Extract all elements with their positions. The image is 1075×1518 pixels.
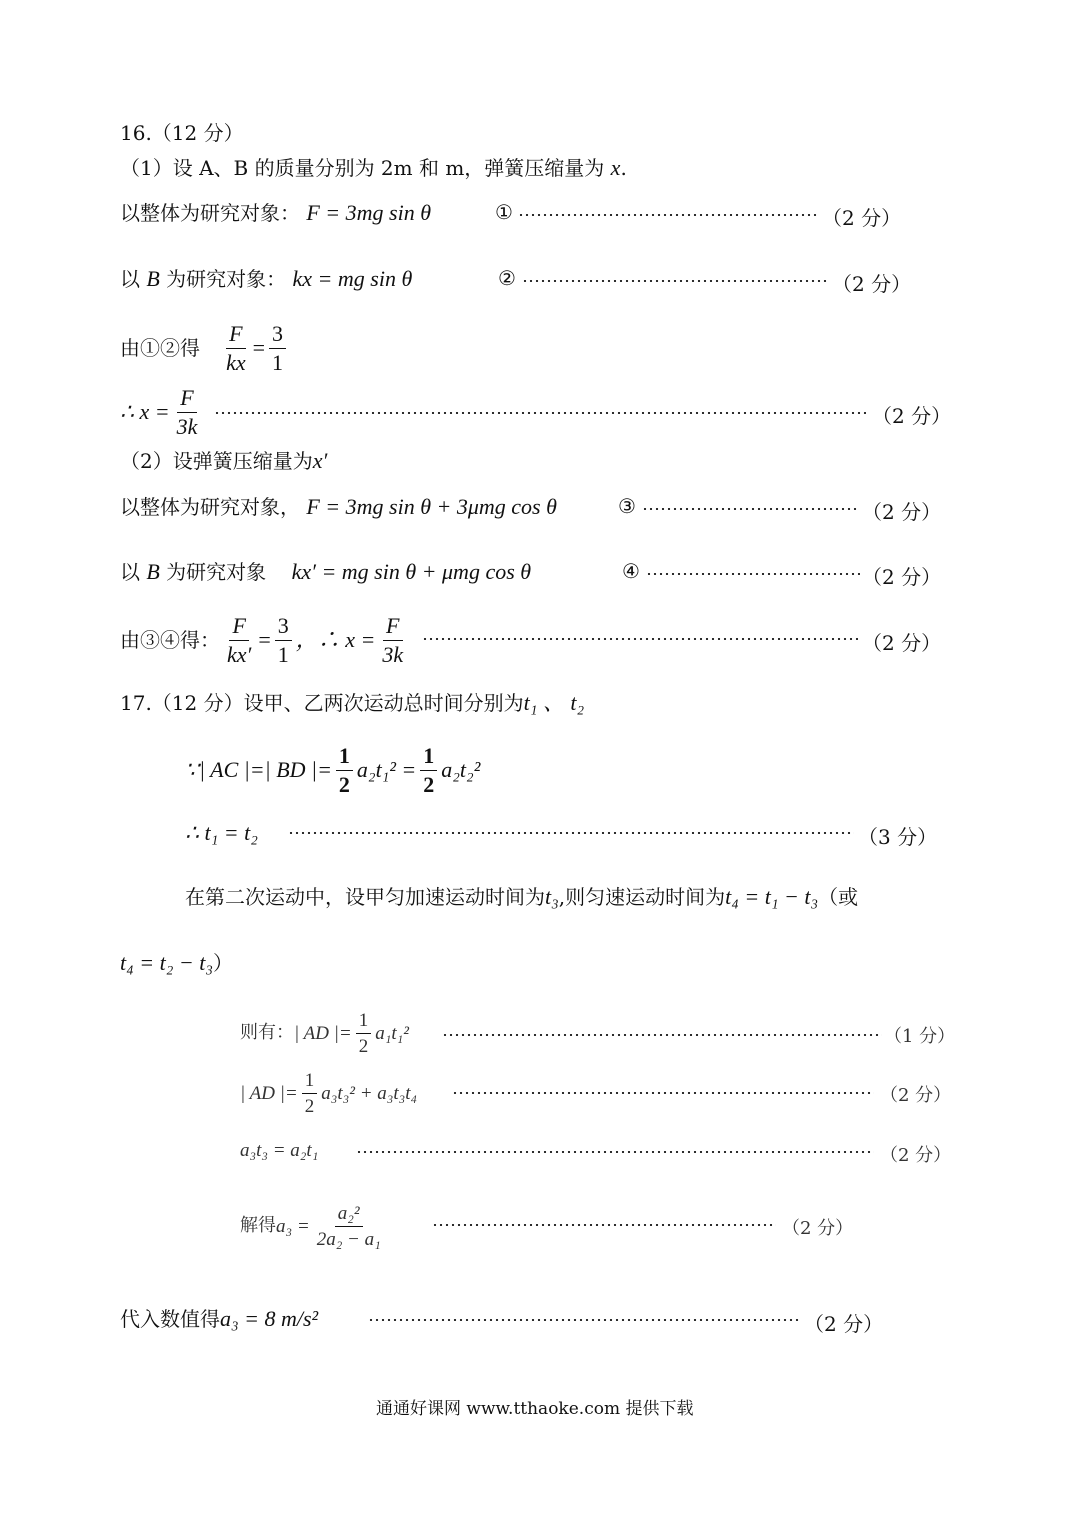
q17-step1-score: （1 分） xyxy=(884,1026,956,1047)
q16-eq1-mark: ① xyxy=(495,200,513,224)
q16-eq2-mark: ② xyxy=(498,266,516,290)
leader-dots xyxy=(522,280,827,282)
fraction: $\frac{1}{2}$ xyxy=(302,1071,318,1116)
fraction: $\frac{1}{2}$ xyxy=(356,1011,372,1056)
q16-eq7-line: 由③④得： $\frac{F}{kx'}$ = $\frac{3}{1}$ ，∴ x = $\frac{F}{3k}$ xyxy=(120,610,410,670)
page-footer: 通通好课网 www.tthaoke.com 提供下载 xyxy=(376,1399,694,1419)
q17-eq1-line: ∵| AC |=| BD |= $\frac{1}{2}$ a₂t₁² = $\frac{1}{2}$ a₂t₂² xyxy=(185,742,481,797)
q17-step3-score: （2 分） xyxy=(880,1145,952,1166)
fraction: $\frac{F}{kx'}$ xyxy=(227,612,252,667)
q17-step3-line: a₃t₃ = a₂t₁ xyxy=(240,1140,319,1161)
fraction: $\frac{F}{kx}$ xyxy=(226,320,246,375)
q16-part2-intro: （2）设弹簧压缩量为 x′ xyxy=(120,448,328,473)
leader-dots xyxy=(422,638,858,640)
fraction: $\frac{F}{3k}$ xyxy=(176,384,198,439)
leader-dots xyxy=(288,832,854,834)
q16-eq2-score: （2 分） xyxy=(832,272,912,296)
q16-eq2-line: 以 B 为研究对象： kx = mg sin θ xyxy=(120,266,413,291)
fraction: $\frac{3}{1}$ xyxy=(275,615,292,666)
q17-paragraph-cont: t₄ = t₂ − t₃ ） xyxy=(120,950,233,975)
q16-part1-intro: （1）设 A、B 的质量分别为 2m 和 m，弹簧压缩量为 x . xyxy=(120,155,627,180)
q17-step4-score: （2 分） xyxy=(782,1218,854,1239)
leader-dots xyxy=(518,214,818,216)
q17-final-score: （2 分） xyxy=(804,1312,884,1336)
fraction: $\frac{\text{a₂²}}{\text{2a₂ − a₁}}$ xyxy=(316,1202,381,1250)
fraction: $\frac{F}{3k}$ xyxy=(382,612,404,667)
q16-eq4-line: ∴ x = $\frac{F}{3k}$ xyxy=(120,382,204,442)
q16-title: 16.（12 分） xyxy=(120,121,244,145)
q16-eq6-line: 以 B 为研究对象 kx′ = mg sin θ + μmg cos θ xyxy=(120,559,532,584)
leader-dots xyxy=(646,573,860,575)
fraction: $\frac{3}{1}$ xyxy=(269,323,286,374)
leader-dots xyxy=(356,1151,874,1153)
q16-eq6-score: （2 分） xyxy=(862,565,942,589)
q17-eq2-line: ∴ t₁ = t₂ xyxy=(185,820,258,845)
fraction: $\frac{1}{2}$ xyxy=(336,745,353,796)
leader-dots xyxy=(214,412,866,414)
q16-eq3-line: 由①②得 $\frac{F}{kx}$ = $\frac{3}{1}$ xyxy=(120,318,290,378)
fraction: $\frac{1}{2}$ xyxy=(420,745,437,796)
leader-dots xyxy=(452,1092,874,1094)
q16-eq5-score: （2 分） xyxy=(862,500,942,524)
leader-dots xyxy=(442,1034,882,1036)
leader-dots xyxy=(432,1224,776,1226)
q17-paragraph: 在第二次运动中，设甲匀加速运动时间为 t₃ ,则匀速运动时间为 t₄ = t₁ − t₃ （或 xyxy=(185,884,859,909)
leader-dots xyxy=(642,508,858,510)
q17-step4-line: 解得 a₃ = $\frac{\text{a₂²}}{\text{2a₂ − a₁}}$ xyxy=(240,1196,388,1256)
q16-eq5-mark: ③ xyxy=(618,494,636,518)
q16-eq1-line: 以整体为研究对象： F = 3mg sin θ xyxy=(120,200,432,225)
q16-eq1-score: （2 分） xyxy=(822,206,902,230)
leader-dots xyxy=(368,1319,800,1321)
q16-eq6-mark: ④ xyxy=(622,559,640,583)
q17-final-line: 代入数值得 a₃ = 8 m/s² xyxy=(120,1306,319,1331)
q17-step2-score: （2 分） xyxy=(880,1085,952,1106)
q17-step2-line: | AD |= $\frac{1}{2}$ a₃t₃² + a₃t₃t₄ xyxy=(240,1069,418,1117)
q17-title: 17.（12 分）设甲、乙两次运动总时间分别为 t₁ 、 t₂ xyxy=(120,690,585,715)
q16-eq5-line: 以整体为研究对象， F = 3mg sin θ + 3μmg cos θ xyxy=(120,494,557,519)
q17-eq2-score: （3 分） xyxy=(858,825,938,849)
q16-eq7-score: （2 分） xyxy=(862,631,942,655)
q17-step1-line: 则有： | AD |= $\frac{1}{2}$ a₁t₁² xyxy=(240,1009,409,1057)
q16-eq4-score: （2 分） xyxy=(872,404,952,428)
